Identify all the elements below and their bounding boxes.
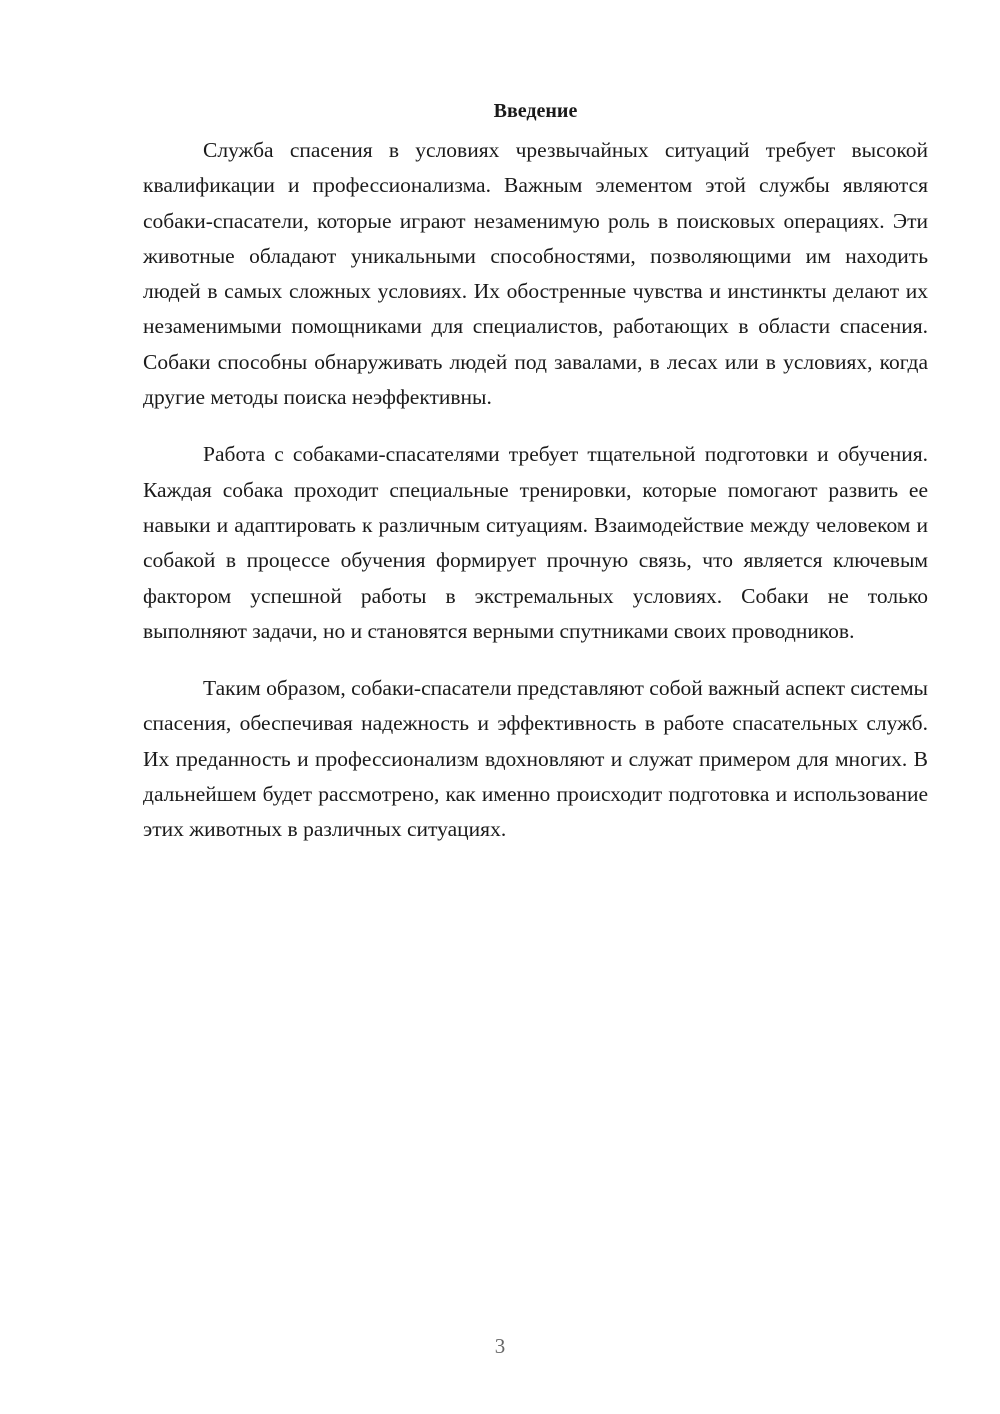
- document-body: [143, 97, 928, 870]
- paragraph-2: Работа с собаками-спасателями требует тщательной подготовки и обучения. Каждая собака проходит специальные тренировки, которые помогают развить ее навыки и адаптировать к различным ситуациям. Взаимодействие между человеком и собакой в процессе обучения формирует прочную связь, что является ключевым фактором успешной работы в экстремальных условиях. Собаки не только выполняют задачи, но и становятся верными спутниками своих проводников.: [143, 442, 928, 643]
- section-title: Введение: [493, 100, 578, 122]
- paragraph-3: Таким образом, собаки-спасатели представляют собой важный аспект системы спасения, обеспечивая надежность и эффективность в работе спасательных служб. Их преданность и профессионализм вдохновляют и служат примером для многих. В дальнейшем будет рассмотрено, как именно происходит подготовка и использование этих животных в различных ситуациях.: [143, 676, 928, 842]
- page-number: 3: [494, 1334, 506, 1358]
- paragraph-1: Служба спасения в условиях чрезвычайных ситуаций требует высокой квалификации и профессионализма. Важным элементом этой службы являются собаки-спасатели, которые играют незаменимую роль в поисковых операциях. Эти животные обладают уникальными способностями, позволяющими им находить людей в самых сложных условиях. Их обостренные чувства и инстинкты делают их незаменимыми помощниками для специалистов, работающих в области спасения. Собаки способны обнаруживать людей под завалами, в лесах или в условиях, когда другие методы поиска неэффективны.: [143, 138, 928, 410]
